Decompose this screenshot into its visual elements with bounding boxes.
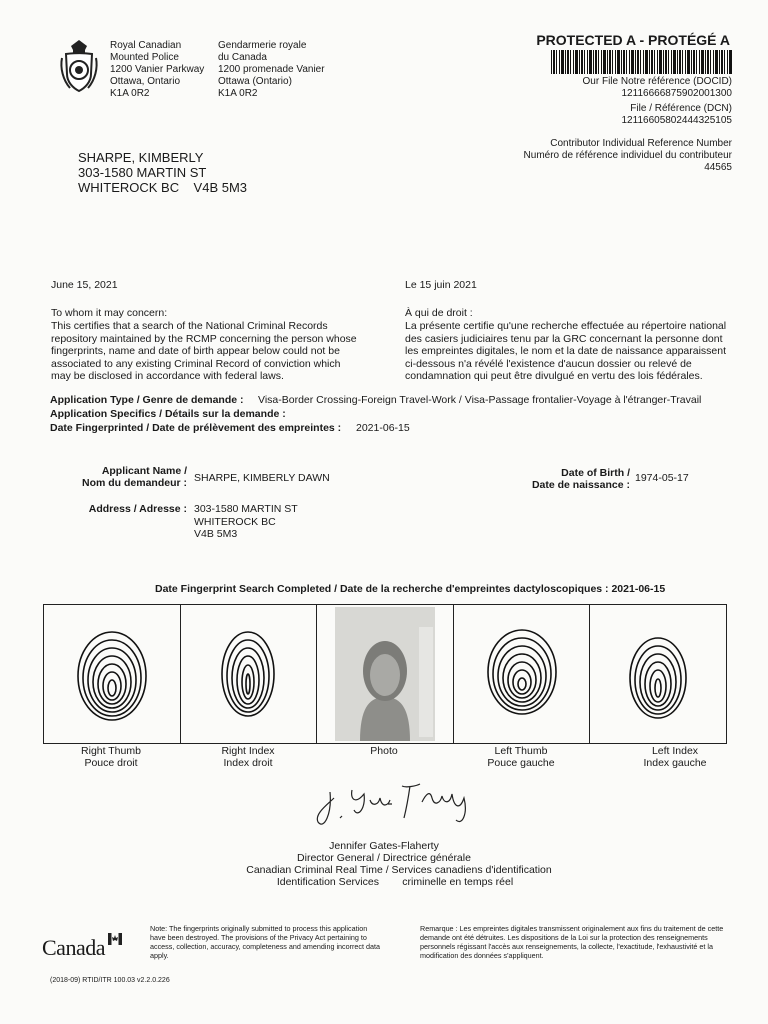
right-index-caption: Right Index Index droit [221, 745, 275, 769]
left-thumb-print-icon [482, 624, 562, 724]
signatory-service-2: Identification Services criminelle en temps réel [276, 876, 514, 888]
application-type-value: Visa-Border Crossing-Foreign Travel-Work / Visa-Passage frontalier-Voyage à l'étranger-Travail [258, 394, 702, 406]
letterhead-english: Royal Canadian Mounted Police 1200 Vanier Parkway Ottawa, Ontario K1A 0R2 [110, 40, 205, 99]
recipient-name: SHARPE, KIMBERLY [78, 150, 204, 165]
applicant-name-value: SHARPE, KIMBERLY DAWN [194, 472, 330, 484]
date-of-birth-label: Date of Birth / Date de naissance : [531, 467, 630, 491]
left-index-print-icon [626, 626, 690, 722]
note-french: Remarque : Les empreintes digitales transmissent originalement aux fins du traitement de cette demande ont été détruites. Les dispositions de la Loi sur la protection des renseignements personnels régissant l'accès aux renseignements, la collecte, l'exactitude, l'exhaustivité et la modification des données s'appliquent. [420, 924, 724, 960]
photo-caption: Photo [370, 745, 398, 757]
signatory-title: Director General / Directrice générale [297, 852, 471, 864]
photo-cell [317, 605, 454, 743]
date-english: June 15, 2021 [51, 279, 118, 291]
form-code: (2018-09) RTID/ITR 100.03 v2.2.0.226 [50, 977, 170, 984]
right-thumb-print-icon [72, 624, 152, 724]
letterhead-french: Gendarmerie royale du Canada 1200 promenade Vanier Ottawa (Ontario) K1A 0R2 [218, 40, 325, 99]
flag-icon [108, 933, 122, 945]
right-thumb-cell [44, 605, 181, 743]
rcmp-crest-icon [58, 38, 100, 94]
signatory-service: Canadian Criminal Real Time / Services canadiens d'identification [246, 864, 552, 876]
canada-wordmark: Canada [42, 935, 124, 961]
application-type-label: Application Type / Genre de demande : [50, 394, 244, 406]
barcode [551, 50, 733, 74]
dcn-block: File / Référence (DCN) 12116605802444325105 [621, 103, 732, 126]
left-index-cell [590, 605, 726, 743]
certification-french: La présente certifie qu'une recherche effectuée au répertoire national des casiers judiciaires tenu par la GRC concernant la personne dont les empreintes digitales, le nom et la date de naissance apparaissent ci-dessous n'a révélé l'existence d'aucun dossier ou relevé de condamnation qui peut être divulgué en vertu des lois fédérales. [405, 320, 727, 382]
salutation-english: To whom it may concern: [51, 307, 168, 319]
date-french: Le 15 juin 2021 [405, 279, 477, 291]
fingerprint-grid [43, 604, 727, 744]
date-fingerprinted-label: Date Fingerprinted / Date de prélèvement des empreintes : [50, 422, 342, 434]
note-english: Note: The fingerprints originally submitted to process this application have been destroyed. The provisions of the Privacy Act pertaining to access, collection, accuracy, completeness and amending incorrect data apply. [150, 924, 380, 960]
right-index-cell [181, 605, 318, 743]
date-of-birth-value: 1974-05-17 [635, 472, 689, 484]
applicant-name-label: Applicant Name / Nom du demandeur : [81, 465, 187, 489]
contributor-block: Contributor Individual Reference Number Numéro de référence individuel du contributeur 44565 [523, 138, 732, 173]
classification-heading: PROTECTED A - PROTÉGÉ A [536, 32, 730, 48]
left-index-caption: Left Index Index gauche [643, 745, 707, 769]
address-label: Address / Adresse : [88, 503, 187, 515]
our-file-block: Our File Notre référence (DOCID) 12116666875902001300 [582, 76, 732, 99]
application-specifics-label: Application Specifics / Détails sur la demande : [50, 408, 286, 420]
salutation-french: À qui de droit : [405, 307, 473, 319]
recipient-address: SHARPE, KIMBERLY 303-1580 MARTIN ST WHITEROCK BC V4B 5M3 [78, 150, 248, 195]
applicant-photo [335, 607, 435, 741]
search-completed-heading: Date Fingerprint Search Completed / Date de la recherche d'empreintes dactyloscopiques : 2021-06-15 [155, 583, 666, 595]
left-thumb-cell [454, 605, 591, 743]
address-value: 303-1580 MARTIN ST WHITEROCK BC V4B 5M3 [194, 503, 298, 540]
signatory-name: Jennifer Gates-Flaherty [329, 840, 439, 852]
right-index-print-icon [218, 626, 278, 722]
left-thumb-caption: Left Thumb Pouce gauche [487, 745, 555, 769]
date-fingerprinted-value: 2021-06-15 [356, 422, 410, 434]
right-thumb-caption: Right Thumb Pouce droit [81, 745, 141, 769]
signature-image [310, 774, 480, 834]
certification-english: This certifies that a search of the National Criminal Records repository maintained by the RCMP concerning the person whose fingerprints, name and date of birth appear below could not be associated to any existing Criminal Record of conviction which may be disclosed in accordance with federal laws. [51, 320, 357, 382]
